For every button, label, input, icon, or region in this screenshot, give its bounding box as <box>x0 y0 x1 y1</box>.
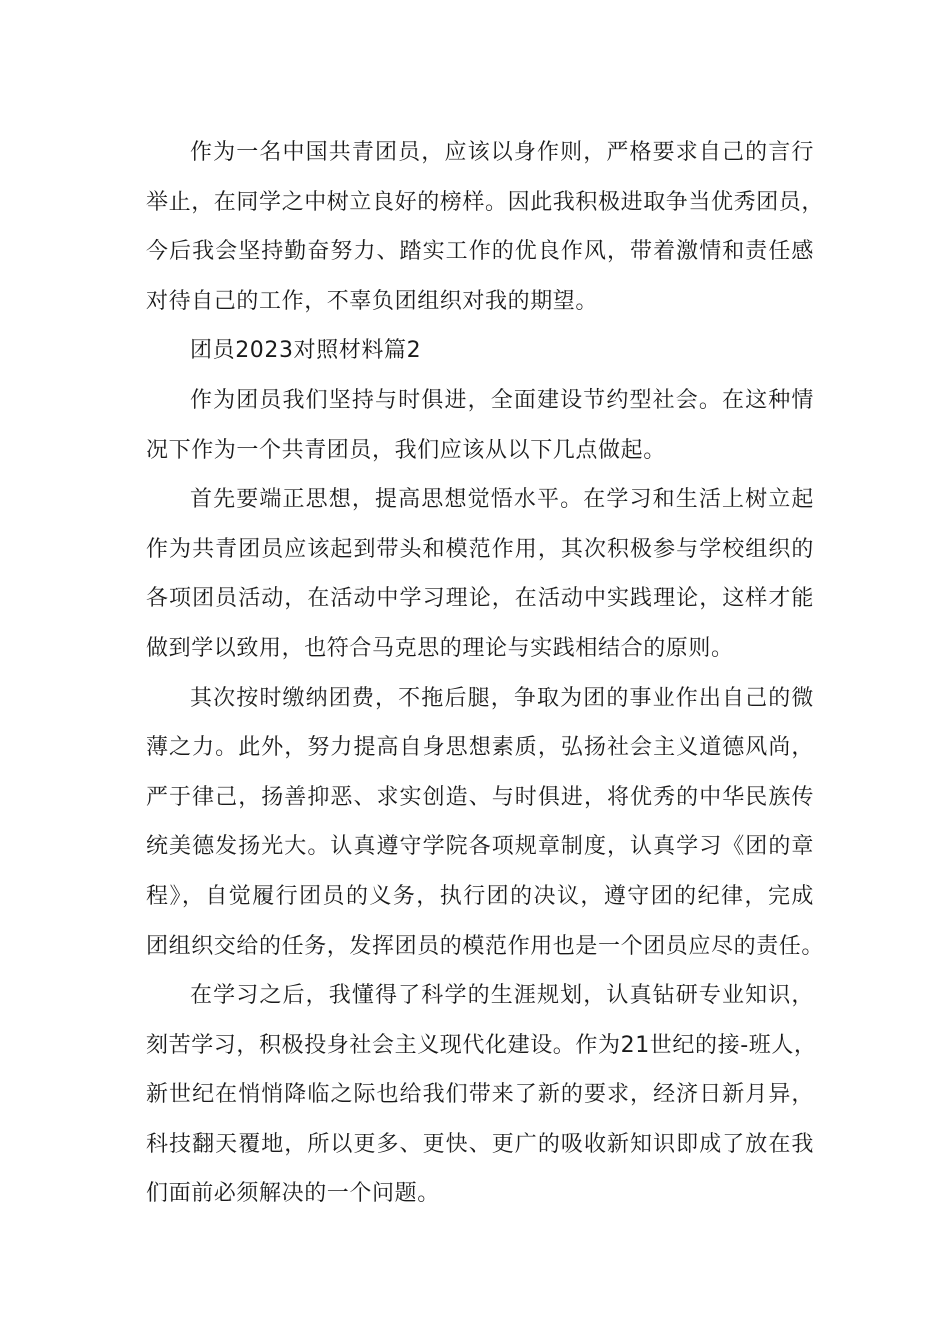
text-line: 统美德发扬光大。认真遵守学院各项规章制度，认真学习《团的章 <box>146 834 814 860</box>
text-line: 其次按时缴纳团费，不拖后腿，争取为团的事业作出自己的微 <box>190 685 814 711</box>
text-line: 各项团员活动，在活动中学习理论，在活动中实践理论，这样才能 <box>146 586 814 612</box>
text-line: 新世纪在悄悄降临之际也给我们带来了新的要求，经济日新月异， <box>146 1082 814 1108</box>
text-line: 科技翻天覆地，所以更多、更快、更广的吸收新知识即成了放在我 <box>146 1131 814 1157</box>
text-line: 首先要端正思想，提高思想觉悟水平。在学习和生活上树立起 <box>190 487 814 513</box>
text-line: 程》，自觉履行团员的义务，执行团的决议，遵守团的纪律，完成 <box>146 883 814 909</box>
text-line: 况下作为一个共青团员，我们应该从以下几点做起。 <box>146 437 666 463</box>
section-heading: 团员2023对照材料篇2 <box>190 338 422 364</box>
text-line: 作为共青团员应该起到带头和模范作用，其次积极参与学校组织的 <box>146 536 814 562</box>
text-line: 今后我会坚持勤奋努力、踏实工作的优良作风，带着激情和责任感 <box>146 239 814 265</box>
text-line: 刻苦学习，积极投身社会主义现代化建设。作为21世纪的接-班人， <box>146 1032 817 1058</box>
text-line: 作为一名中国共青团员，应该以身作则，严格要求自己的言行 <box>190 140 814 165</box>
text-line: 做到学以致用，也符合马克思的理论与实践相结合的原则。 <box>146 635 734 661</box>
text-line: 举止，在同学之中树立良好的榜样。因此我积极进取争当优秀团员， <box>146 189 825 215</box>
text-line: 作为团员我们坚持与时俱进，全面建设节约型社会。在这种情 <box>190 387 814 413</box>
text-line: 们面前必须解决的一个问题。 <box>146 1181 440 1207</box>
text-line: 在学习之后，我懂得了科学的生涯规划，认真钻研专业知识， <box>190 983 814 1009</box>
text-line: 团组织交给的任务，发挥团员的模范作用也是一个团员应尽的责任。 <box>146 933 825 959</box>
document-body <box>146 128 825 1219</box>
text-line: 对待自己的工作，不辜负团组织对我的期望。 <box>146 288 599 314</box>
text-line: 薄之力。此外，努力提高自身思想素质，弘扬社会主义道德风尚， <box>146 735 814 761</box>
text-line: 严于律己，扬善抑恶、求实创造、与时俱进，将优秀的中华民族传 <box>146 784 814 810</box>
